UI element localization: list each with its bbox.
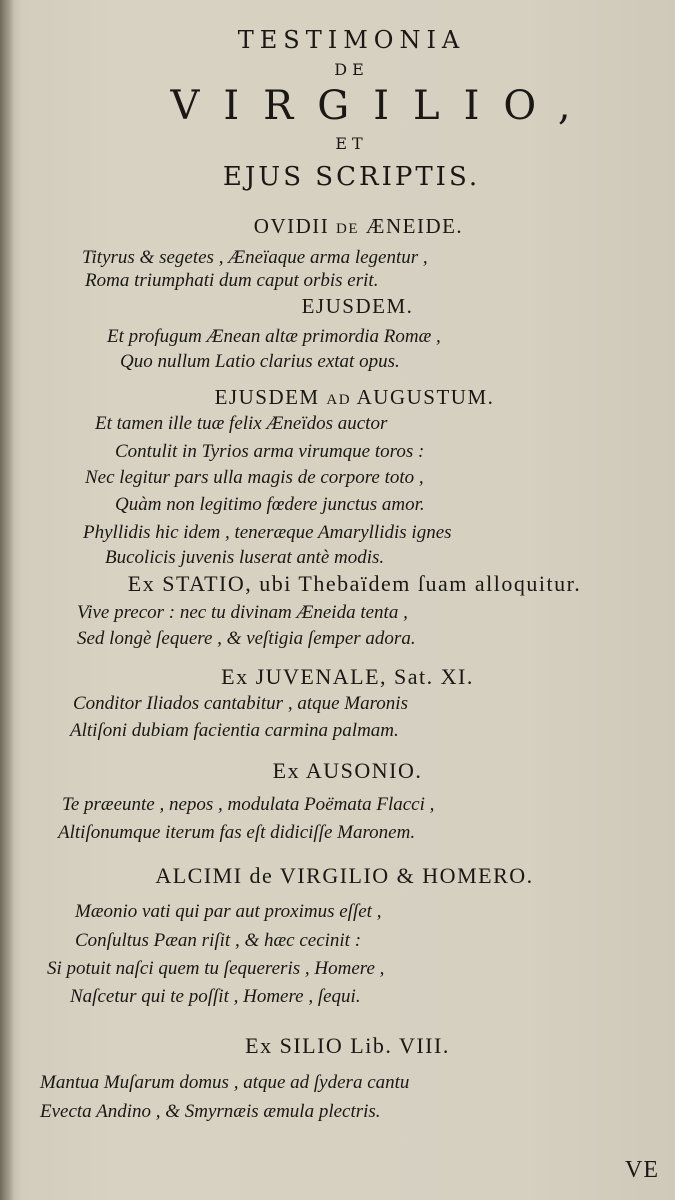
verse-line: Naſcetur qui te poſſit , Homere , ſequi.	[70, 986, 361, 1007]
catchword: VE	[625, 1157, 659, 1183]
title-virgilio: VIRGILIO,	[170, 83, 595, 129]
verse-line: Et tamen ille tuæ felix Æneïdos auctor	[95, 413, 388, 434]
title-et: ET	[335, 134, 368, 153]
heading-ovidii-name: OVIDII	[253, 214, 330, 238]
section-heading-ausonio: Ex AUSONIO.	[272, 758, 423, 783]
verse-line: Mæonio vati qui par aut proximus eſſet ,	[75, 901, 382, 922]
verse-line: Mantua Muſarum domus , atque ad ſydera cantu	[40, 1072, 410, 1093]
verse-line: Phyllidis hic idem , teneræque Amaryllidis ignes	[83, 522, 452, 543]
title-ejus-scriptis: EJUS SCRIPTIS.	[222, 162, 481, 192]
verse-line: Tityrus & segetes , Æneïaque arma legentur ,	[82, 247, 428, 268]
verse-line: Conſultus Pæan riſit , & hæc cecinit :	[75, 930, 362, 951]
section-heading-ejusdem-ad-augustum	[0, 387, 675, 408]
verse-line: Altiſonumque iterum fas eſt didiciſſe Maronem.	[58, 822, 416, 843]
verse-line: Si potuit naſci quem tu ſequereris , Homere ,	[47, 958, 385, 979]
verse-line: Contulit in Tyrios arma virumque toros :	[115, 441, 425, 462]
title-testimonia: TESTIMONIA	[237, 26, 466, 54]
verse-line: Et profugum Ænean altæ primordia Romæ ,	[107, 326, 441, 347]
verse-line: Conditor Iliados cantabitur , atque Maronis	[73, 693, 408, 714]
verse-line: Sed longè ſequere , & veſtigia ſemper adora.	[77, 628, 416, 649]
section-heading-juvenale: Ex JUVENALE, Sat. XI.	[221, 664, 474, 689]
heading-ejusdem: EJUSDEM	[214, 385, 320, 409]
verse-line: Nec legitur pars ulla magis de corpore toto ,	[85, 467, 424, 488]
heading-augustum: AUGUSTUM.	[356, 385, 495, 409]
heading-ovidii-aeneide: ÆNEIDE.	[365, 214, 464, 238]
verse-line: Quàm non legitimo fœdere junctus amor.	[115, 494, 425, 515]
heading-ovidii-de: DE	[336, 221, 360, 237]
title-de: DE	[334, 60, 369, 79]
heading-ad: AD	[326, 392, 352, 408]
verse-line: Altiſoni dubiam facientia carmina palmam.	[70, 720, 399, 741]
verse-line: Te præeunte , nepos , modulata Poëmata Flacci ,	[62, 794, 435, 815]
section-heading-alcimi: ALCIMI de VIRGILIO & HOMERO.	[155, 863, 534, 888]
verse-line: Roma triumphati dum caput orbis erit.	[85, 270, 379, 291]
verse-line: Bucolicis juvenis luserat antè modis.	[105, 547, 385, 568]
verse-line: Quo nullum Latio clarius extat opus.	[120, 351, 400, 372]
verse-line: Evecta Andino , & Smyrnæis æmula plectris.	[40, 1101, 381, 1122]
section-heading-ovidii	[0, 216, 675, 237]
section-heading-ejusdem: EJUSDEM.	[301, 294, 414, 318]
verse-line: Vive precor : nec tu divinam Æneida tenta ,	[77, 602, 408, 623]
section-heading-statio: Ex STATIO, ubi Thebaïdem ſuam alloquitur.	[127, 571, 582, 596]
section-heading-silio: Ex SILIO Lib. VIII.	[245, 1033, 450, 1058]
